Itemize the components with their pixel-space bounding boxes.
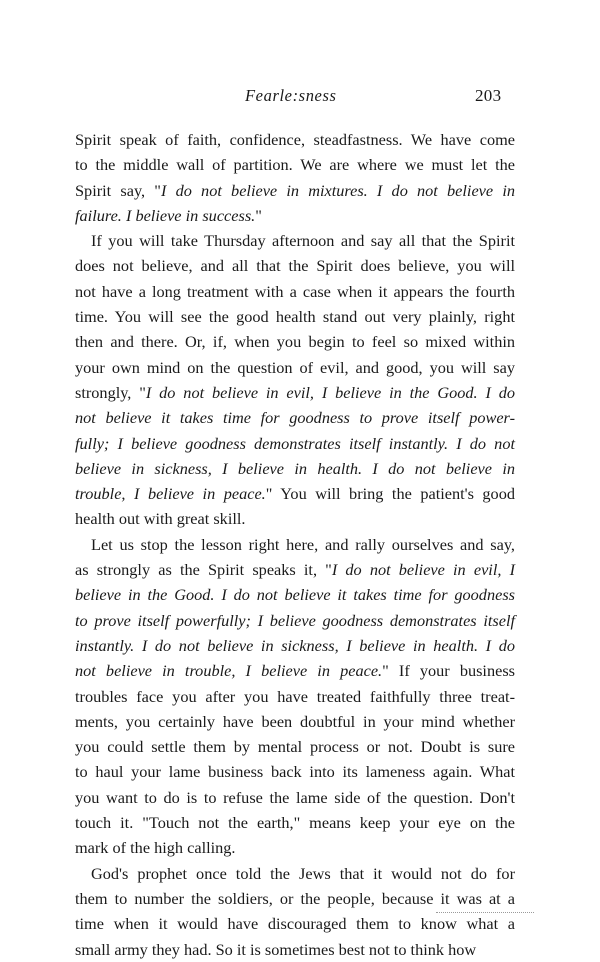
text-segment: to haul your lame business back into its lameness again. What	[75, 762, 515, 782]
text-line	[75, 709, 515, 734]
text-segment: " If your business	[382, 661, 515, 681]
text-line	[75, 228, 515, 253]
text-segment: Spirit speak of faith, confidence, steadfastness. We have come	[75, 130, 515, 149]
text-segment: touch it. "Touch not the earth," means keep your eye on the	[75, 813, 515, 833]
text-segment: you want to do is to refuse the lame side of the question. Don't	[75, 787, 515, 807]
text-line	[75, 253, 515, 278]
text-line	[75, 506, 515, 531]
text-line	[75, 203, 515, 228]
text-line	[75, 405, 515, 430]
text-segment: to the middle wall of partition. We are where we must let the	[75, 155, 515, 175]
text-line	[75, 329, 515, 354]
footer-rule	[436, 912, 534, 914]
italic-text: instantly. I do not believe in sickness, I believe in health. I do	[75, 635, 515, 655]
text-segment: does not believe, and all that the Spirit does believe, you will	[75, 256, 515, 276]
text-line	[75, 431, 515, 456]
text-segment: your own mind on the question of evil, and good, you will say	[75, 357, 515, 377]
paragraph	[75, 532, 515, 861]
italic-text: failure. I believe in success.	[75, 205, 256, 225]
text-line	[75, 861, 515, 886]
text-line	[75, 152, 515, 177]
text-segment: time. You will see the good health stand out very plainly, right	[75, 307, 515, 327]
italic-text: fully; I believe goodness demonstrates itself instantly. I do not	[75, 433, 515, 453]
italic-text: trouble, I believe in peace.	[75, 484, 266, 504]
book-page-body	[75, 127, 515, 962]
text-line	[75, 911, 515, 936]
text-line	[75, 279, 515, 304]
text-segment: ments, you certainly have been doubtful in your mind whether	[75, 711, 515, 731]
text-segment: not have a long treatment with a case when it appears the fourth	[75, 281, 515, 301]
text-line	[75, 532, 515, 557]
text-line	[75, 481, 515, 506]
text-line	[75, 835, 515, 860]
text-line	[75, 633, 515, 658]
text-line	[75, 608, 515, 633]
text-line	[75, 355, 515, 380]
text-segment: troubles face you after you have treated faithfully three treat-	[75, 686, 515, 706]
text-segment: time when it would have discouraged them to know what a	[75, 914, 515, 934]
text-line	[75, 304, 515, 329]
text-line	[75, 684, 515, 709]
page-number: 203	[475, 86, 502, 105]
text-line	[75, 759, 515, 784]
italic-text: not believe in trouble, I believe in peace.	[75, 661, 383, 681]
text-segment: health out with great skill.	[75, 509, 246, 529]
text-line	[75, 810, 515, 835]
text-line	[75, 785, 515, 810]
text-segment: "	[255, 205, 262, 225]
text-line	[75, 456, 515, 481]
text-line	[75, 937, 515, 962]
text-segment: " You will bring the patient's good	[265, 484, 515, 504]
italic-text: to prove itself powerfully; I believe goodness demonstrates itself	[75, 610, 515, 630]
italic-text: I do not believe in evil, I	[331, 560, 515, 580]
text-segment: God's prophet once told the Jews that it would not do for	[91, 863, 515, 883]
text-line	[75, 582, 515, 607]
text-segment: Let us stop the lesson right here, and rally ourselves and say,	[91, 534, 515, 554]
text-segment: you could settle them by mental process or not. Doubt is sure	[75, 737, 515, 757]
text-segment: small army they had. So it is sometimes best not to think how	[75, 939, 477, 959]
text-segment: them to number the soldiers, or the people, because it was at a	[75, 888, 515, 908]
italic-text: believe in the Good. I do not believe it takes time for goodness	[75, 585, 515, 605]
text-line	[75, 658, 515, 683]
italic-text: believe in sickness, I believe in health. I do not believe in	[75, 458, 515, 478]
text-segment: If you will take Thursday afternoon and say all that the Spirit	[91, 231, 515, 251]
running-title: Fearle:sness	[245, 86, 337, 105]
paragraph	[75, 228, 515, 532]
text-segment: mark of the high calling.	[75, 838, 236, 858]
text-segment: Spirit say, "	[75, 180, 161, 200]
page-header	[0, 86, 600, 110]
text-segment: then and there. Or, if, when you begin to feel so mixed within	[75, 332, 515, 352]
text-segment: as strongly as the Spirit speaks it, "	[75, 560, 332, 580]
text-line	[75, 178, 515, 203]
text-line	[75, 380, 515, 405]
italic-text: not believe it takes time for goodness to prove itself power-	[75, 408, 515, 428]
text-line	[75, 734, 515, 759]
italic-text: I do not believe in mixtures. I do not believe in	[160, 180, 515, 200]
text-line	[75, 557, 515, 582]
text-line	[75, 886, 515, 911]
text-segment: strongly, "	[75, 382, 146, 402]
text-line	[75, 127, 515, 152]
italic-text: I do not believe in evil, I believe in the Good. I do	[145, 382, 515, 402]
paragraph	[75, 127, 515, 228]
